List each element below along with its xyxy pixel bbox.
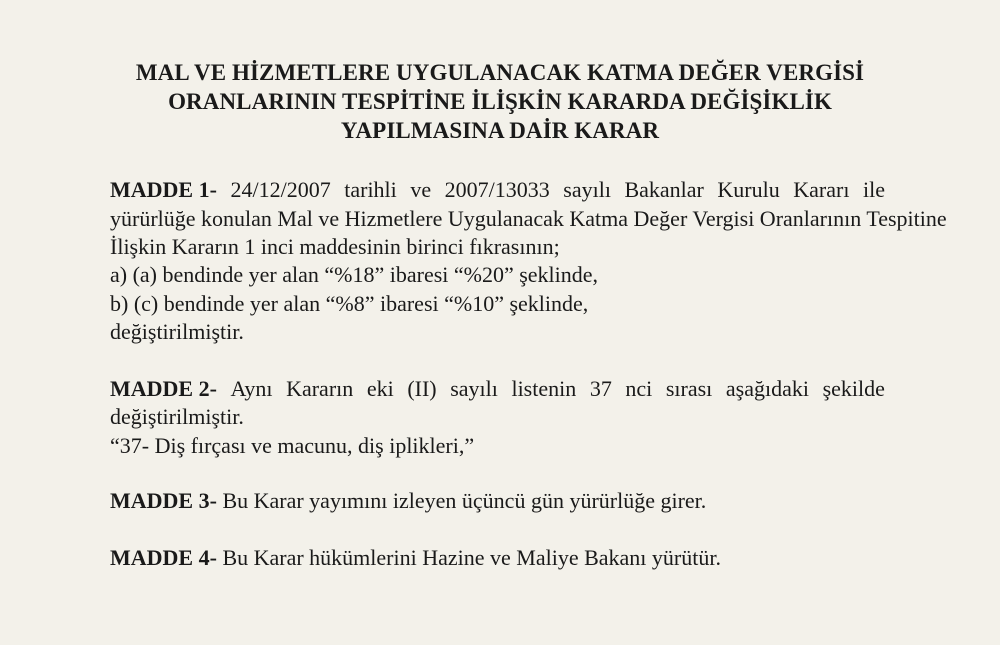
madde-1-item-b: b) (c) bendinde yer alan “%8” ibaresi “%10” şeklinde,	[110, 291, 589, 316]
madde-2-word: Kararın	[286, 376, 354, 401]
madde-1-word: Bakanlar	[624, 177, 704, 202]
madde-1-word: Kararı	[793, 177, 850, 202]
madde-1-word: sayılı	[563, 177, 611, 202]
document-title	[0, 58, 1000, 145]
madde-1-word: Kurulu	[717, 177, 780, 202]
madde-1-item-a: a) (a) bendinde yer alan “%18” ibaresi “%20” şeklinde,	[110, 262, 599, 287]
madde-1-word: 2007/13033	[444, 177, 550, 202]
madde-3	[110, 487, 706, 515]
madde-2-word: Aynı	[230, 376, 273, 401]
madde-2-quote: “37- Diş fırçası ve macunu, diş iplikleri,”	[110, 433, 475, 458]
madde-2-line-1	[110, 375, 885, 403]
madde-2-word: nci	[625, 376, 653, 401]
title-line-1: MAL VE HİZMETLERE UYGULANACAK KATMA DEĞER VERGİSİ	[135, 60, 865, 85]
madde-1-line-3: İlişkin Kararın 1 inci maddesinin birinci fıkrasının;	[110, 234, 560, 259]
madde-2-word: listenin	[511, 376, 577, 401]
madde-2-word: eki	[366, 376, 394, 401]
madde-1-line-1	[110, 176, 885, 204]
madde-1-word: 24/12/2007	[230, 177, 331, 202]
madde-2-word: sırası	[665, 376, 713, 401]
madde-1-word: ve	[410, 177, 432, 202]
madde-2-word: aşağıdaki	[725, 376, 809, 401]
madde-4	[110, 544, 721, 572]
madde-1-closing: değiştirilmiştir.	[110, 319, 244, 344]
madde-2-word: sayılı	[450, 376, 498, 401]
madde-2-label: MADDE 2-	[110, 376, 217, 401]
madde-2-word: 37	[589, 376, 612, 401]
madde-4-text: Bu Karar hükümlerini Hazine ve Maliye Bakanı yürütür.	[222, 545, 721, 570]
madde-2-line-2: değiştirilmiştir.	[110, 404, 244, 429]
title-line-2: ORANLARININ TESPİTİNE İLİŞKİN KARARDA DEĞİŞİKLİK	[168, 89, 832, 114]
madde-2-word: şekilde	[822, 376, 885, 401]
madde-3-text: Bu Karar yayımını izleyen üçüncü gün yürürlüğe girer.	[222, 488, 707, 513]
madde-1-line-2: yürürlüğe konulan Mal ve Hizmetlere Uygulanacak Katma Değer Vergisi Oranlarının Tespitine	[110, 206, 947, 231]
madde-1-label: MADDE 1-	[110, 177, 217, 202]
madde-3-label: MADDE 3-	[110, 488, 217, 513]
madde-4-label: MADDE 4-	[110, 545, 217, 570]
title-line-3: YAPILMASINA DAİR KARAR	[340, 118, 660, 143]
madde-1-word: tarihli	[344, 177, 397, 202]
madde-1-word: ile	[862, 177, 885, 202]
madde-2-word: (II)	[407, 376, 437, 401]
